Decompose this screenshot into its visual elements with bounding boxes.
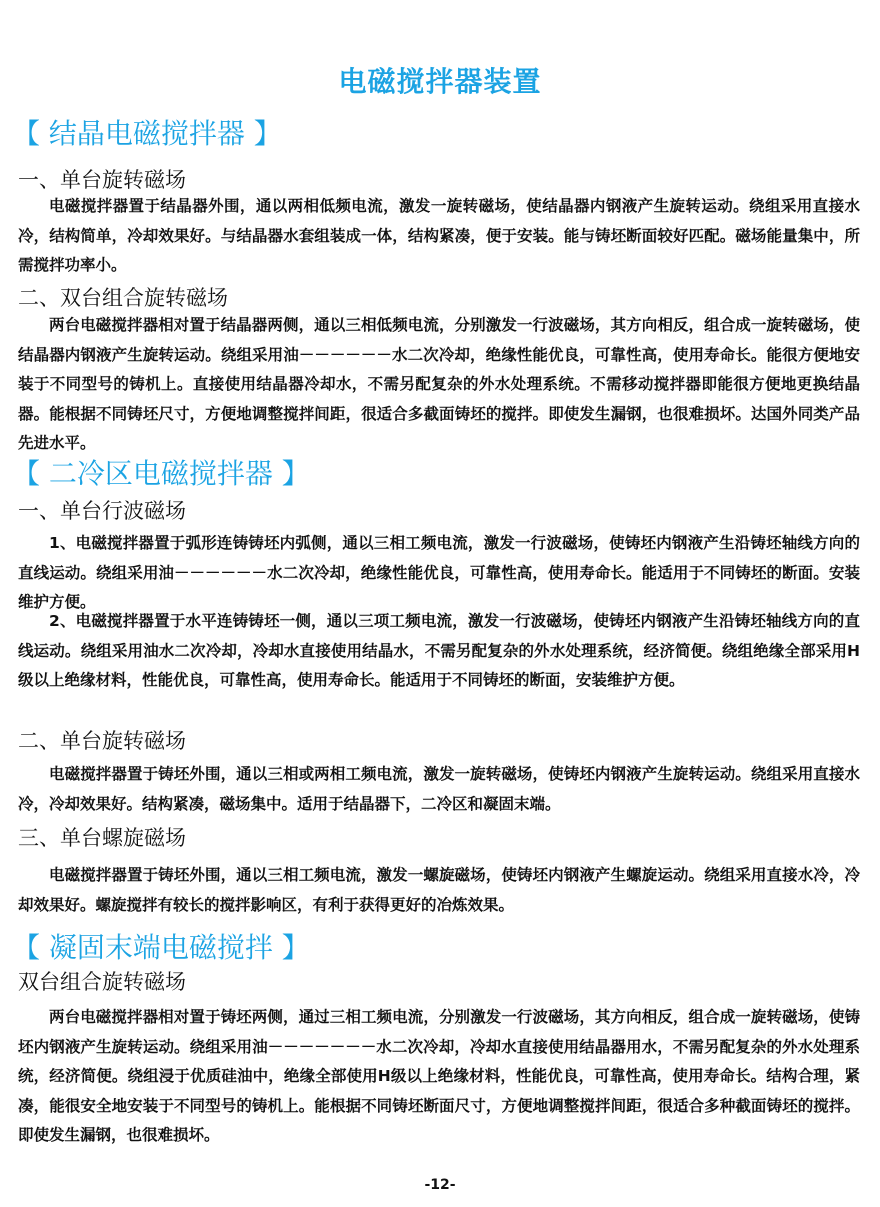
paragraph: 两台电磁搅拌器相对置于铸坯两侧，通过三相工频电流，分别激发一行波磁场，其方向相反，组合成一旋转磁场，使铸坯内钢液产生旋转运动。绕组采用油－－－－－－－水二次冷却，冷却水直接使用结晶器用水，不需另配复杂的外水处理系统，经济简便。绕组浸于优质硅油中，绝缘全部使用H级以上绝缘材料，性能优良，可靠性高，使用寿命长。结构合理，紧凑，能很安全地安装于不同型号的铸机上。能根据不同铸坯断面尺寸，方便地调整搅拌间距，很适合多种截面铸坯的搅拌。即使发生漏钢，也很难损坏。 xyxy=(18,1008,860,1144)
subsection-heading-single-rotating-field: 二、单台旋转磁场 xyxy=(18,729,186,753)
document-title: 电磁搅拌器装置 xyxy=(338,65,542,98)
page-number: -12- xyxy=(424,1177,456,1193)
subsection-heading-dual-combined-rotating-field: 双台组合旋转磁场 xyxy=(18,970,186,994)
subsection-heading-single-traveling-wave-field: 一、单台行波磁场 xyxy=(18,499,186,523)
paragraph: 两台电磁搅拌器相对置于结晶器两侧，通以三相低频电流，分别激发一行波磁场，其方向相反，组合成一旋转磁场，使结晶器内钢液产生旋转运动。绕组采用油－－－－－－水二次冷却，绝缘性能优良，可靠性高，使用寿命长。能很方便地安装于不同型号的铸机上。直接使用结晶器冷却水，不需另配复杂的外水处理系统。不需移动搅拌器即能很方便地更换结晶器。能根据不同铸坯尺寸，方便地调整搅拌间距，很适合多截面铸坯的搅拌。即使发生漏钢，也很难损坏。达国外同类产品先进水平。 xyxy=(18,316,860,452)
paragraph: 1、电磁搅拌器置于弧形连铸铸坯内弧侧，通以三相工频电流，激发一行波磁场，使铸坯内钢液产生沿铸坯轴线方向的直线运动。绕组采用油－－－－－－水二次冷却，绝缘性能优良，可靠性高，使用寿命长。能适用于不同铸坯的断面。安装维护方便。 xyxy=(18,534,860,611)
subsection-heading-single-rotating-field: 一、单台旋转磁场 xyxy=(18,168,186,192)
section-heading-final-solidification-stirrer: 【 凝固末端电磁搅拌 】 xyxy=(12,931,310,964)
paragraph: 电磁搅拌器置于铸坯外围，通以三相或两相工频电流，激发一旋转磁场，使铸坯内钢液产生旋转运动。绕组采用直接水冷，冷却效果好。结构紧凑，磁场集中。适用于结晶器下，二冷区和凝固末端。 xyxy=(18,765,860,813)
subsection-heading-dual-combined-rotating-field: 二、双台组合旋转磁场 xyxy=(18,286,228,310)
section-heading-secondary-cooling-stirrer: 【 二冷区电磁搅拌器 】 xyxy=(12,457,310,490)
section-heading-crystallizer-stirrer: 【 结晶电磁搅拌器 】 xyxy=(12,117,282,150)
paragraph: 电磁搅拌器置于铸坯外围，通以三相工频电流，激发一螺旋磁场，使铸坯内钢液产生螺旋运动。绕组采用直接水冷，冷却效果好。螺旋搅拌有较长的搅拌影响区，有利于获得更好的冶炼效果。 xyxy=(18,866,860,914)
paragraph: 电磁搅拌器置于结晶器外围，通以两相低频电流，激发一旋转磁场，使结晶器内钢液产生旋转运动。绕组采用直接水冷，结构简单，冷却效果好。与结晶器水套组装成一体，结构紧凑，便于安装。能与铸坯断面较好匹配。磁场能量集中，所需搅拌功率小。 xyxy=(18,197,860,274)
subsection-heading-single-helical-field: 三、单台螺旋磁场 xyxy=(18,826,186,850)
paragraph: 2、电磁搅拌器置于水平连铸铸坯一侧，通以三项工频电流，激发一行波磁场，使铸坯内钢液产生沿铸坯轴线方向的直线运动。绕组采用油水二次冷却，冷却水直接使用结晶水，不需另配复杂的外水处理系统，经济简便。绕组绝缘全部采用H级以上绝缘材料，性能优良，可靠性高，使用寿命长。能适用于不同铸坯的断面，安装维护方便。 xyxy=(18,612,860,689)
